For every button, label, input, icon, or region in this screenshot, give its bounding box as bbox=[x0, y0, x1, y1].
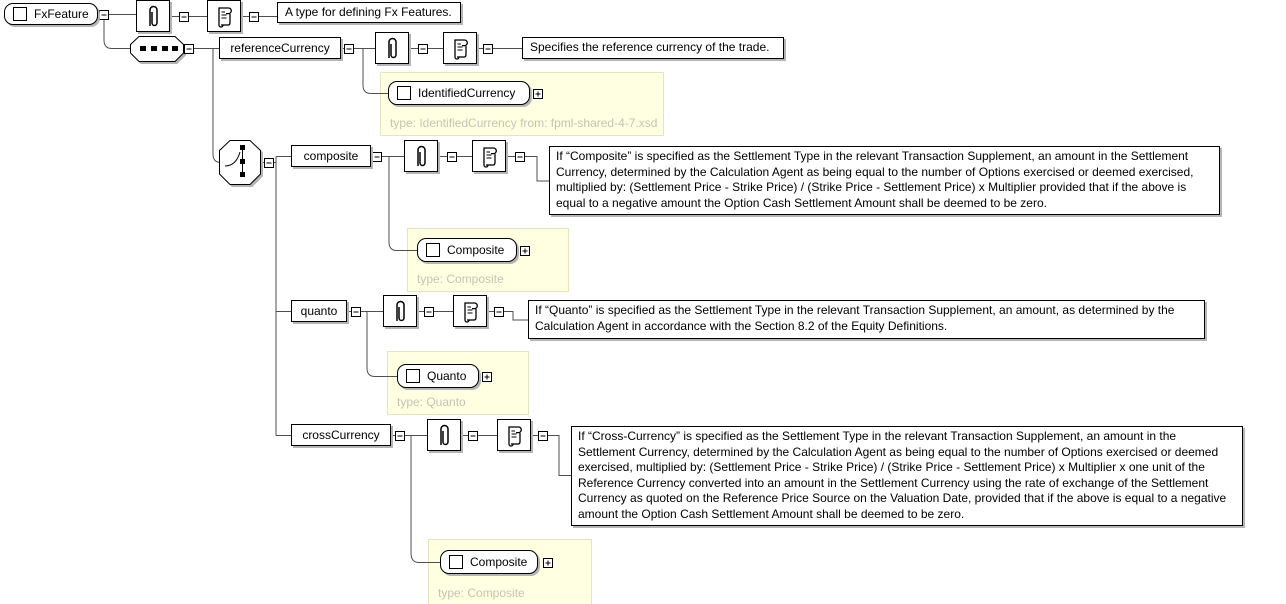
collapse-toggle-crosscurrency[interactable] bbox=[396, 432, 405, 441]
element-label: quanto bbox=[300, 304, 338, 318]
type-caption: type: Composite bbox=[417, 272, 504, 286]
annotation-box bbox=[404, 140, 438, 172]
complex-type-icon bbox=[397, 86, 411, 100]
documentation-box bbox=[207, 0, 241, 32]
complex-type-icon bbox=[406, 369, 420, 383]
element-quanto[interactable] bbox=[291, 300, 347, 322]
type-label: IdentifiedCurrency bbox=[418, 86, 516, 100]
expand-toggle-quanto-type[interactable] bbox=[483, 373, 492, 382]
element-fxfeature[interactable] bbox=[4, 3, 98, 25]
collapse-toggle-quanto-annotation[interactable] bbox=[425, 308, 434, 317]
documentation-text: If “Cross-Currency” is specified as the Settlement Type in the relevant Transaction Supplement, an amount in the Settlement Currency, determined by the Calculation Agent as being equal to the number of Options exercised or deemed exercised, multiplied by: (Settlement Price - Strike Price) / (Strike Price - Settlement Price) x Multiplier x one unit of the Reference Currency converted into an amount in the Settlement Currency using the rate of exchange of the Settlement Currency as quoted on the Reference Price Source on the Valuation Date, provided that if the above is equal to a negative amount the Option Cash Settlement Amount shall be deemed to be zero. bbox=[571, 426, 1243, 526]
collapse-toggle-quanto[interactable] bbox=[352, 308, 361, 317]
collapse-toggle-composite-annotation[interactable] bbox=[448, 153, 457, 162]
collapse-toggle-sequence[interactable] bbox=[185, 45, 194, 54]
type-identifiedcurrency[interactable] bbox=[388, 81, 530, 105]
scroll-icon bbox=[459, 298, 481, 324]
collapse-toggle-composite[interactable] bbox=[373, 153, 382, 162]
annotation-box bbox=[375, 32, 409, 64]
element-label: referenceCurrency bbox=[230, 41, 330, 55]
paperclip-icon bbox=[391, 298, 409, 324]
paperclip-icon bbox=[144, 3, 162, 29]
annotation-box bbox=[427, 419, 461, 451]
documentation-box bbox=[497, 419, 531, 451]
scroll-icon bbox=[503, 422, 525, 448]
documentation-box bbox=[453, 295, 487, 327]
type-caption: type: Composite bbox=[438, 586, 525, 600]
element-label: crossCurrency bbox=[302, 428, 380, 442]
documentation-text: Specifies the reference currency of the trade. bbox=[522, 37, 784, 59]
expand-toggle-composite-type-2[interactable] bbox=[544, 559, 553, 568]
type-label: Composite bbox=[470, 555, 528, 569]
collapse-toggle-refcur-annotation[interactable] bbox=[419, 45, 428, 54]
documentation-box bbox=[472, 140, 506, 172]
collapse-toggle-root-annotation[interactable] bbox=[180, 13, 189, 22]
element-composite[interactable] bbox=[291, 145, 371, 167]
type-composite[interactable] bbox=[417, 238, 517, 262]
annotation-box bbox=[383, 295, 417, 327]
element-label: composite bbox=[303, 149, 359, 163]
sequence-icon[interactable] bbox=[131, 37, 184, 62]
collapse-toggle-referencecurrency[interactable] bbox=[345, 45, 354, 54]
type-caption: type: Quanto bbox=[397, 395, 466, 409]
scroll-icon bbox=[449, 35, 471, 61]
expand-toggle-composite-type[interactable] bbox=[521, 247, 530, 256]
collapse-toggle-fxfeature[interactable] bbox=[100, 11, 109, 20]
collapse-toggle-crosscur-documentation[interactable] bbox=[539, 432, 548, 441]
scroll-icon bbox=[213, 3, 235, 29]
choice-icon[interactable] bbox=[220, 141, 261, 185]
element-crosscurrency[interactable] bbox=[291, 424, 391, 446]
element-referencecurrency[interactable] bbox=[219, 37, 341, 59]
type-label: Composite bbox=[447, 243, 505, 257]
collapse-toggle-choice[interactable] bbox=[265, 159, 274, 168]
complex-type-icon bbox=[13, 7, 27, 21]
paperclip-icon bbox=[383, 35, 401, 61]
documentation-text: If “Composite” is specified as the Settlement Type in the relevant Transaction Supplement, an amount in the Settlement Currency, determined by the Calculation Agent as being equal to the number of Options exercised or deemed exercised, multiplied by: (Settlement Price - Strike Price) / (Strike Price - Settlement Price) x Multiplier provided that if the above is equal to a negative amount the Option Cash Settlement Amount shall be deemed to be zero. bbox=[549, 146, 1220, 215]
collapse-toggle-quanto-documentation[interactable] bbox=[495, 308, 504, 317]
collapse-toggle-composite-documentation[interactable] bbox=[516, 153, 525, 162]
annotation-box bbox=[136, 0, 170, 32]
complex-type-icon bbox=[449, 555, 463, 569]
collapse-toggle-crosscur-annotation[interactable] bbox=[469, 432, 478, 441]
collapse-toggle-root-documentation[interactable] bbox=[250, 13, 259, 22]
type-label: Quanto bbox=[427, 369, 467, 383]
complex-type-icon bbox=[426, 243, 440, 257]
paperclip-icon bbox=[435, 422, 453, 448]
expand-toggle-identifiedcurrency[interactable] bbox=[534, 90, 543, 99]
type-quanto[interactable] bbox=[397, 364, 479, 388]
documentation-box bbox=[443, 32, 477, 64]
documentation-text: A type for defining Fx Features. bbox=[277, 2, 461, 23]
collapse-toggle-refcur-documentation[interactable] bbox=[484, 45, 493, 54]
type-composite-2[interactable] bbox=[440, 550, 538, 574]
documentation-text: If “Quanto” is specified as the Settlement Type in the relevant Transaction Supplement, an amount, as determined by the Calculation Agent in accordance with the Section 8.2 of the Equity Definitions. bbox=[528, 300, 1205, 339]
paperclip-icon bbox=[412, 143, 430, 169]
type-caption: type: IdentifiedCurrency from: fpml-shared-4-7.xsd bbox=[390, 116, 658, 130]
scroll-icon bbox=[478, 143, 500, 169]
element-label: FxFeature bbox=[34, 7, 89, 21]
